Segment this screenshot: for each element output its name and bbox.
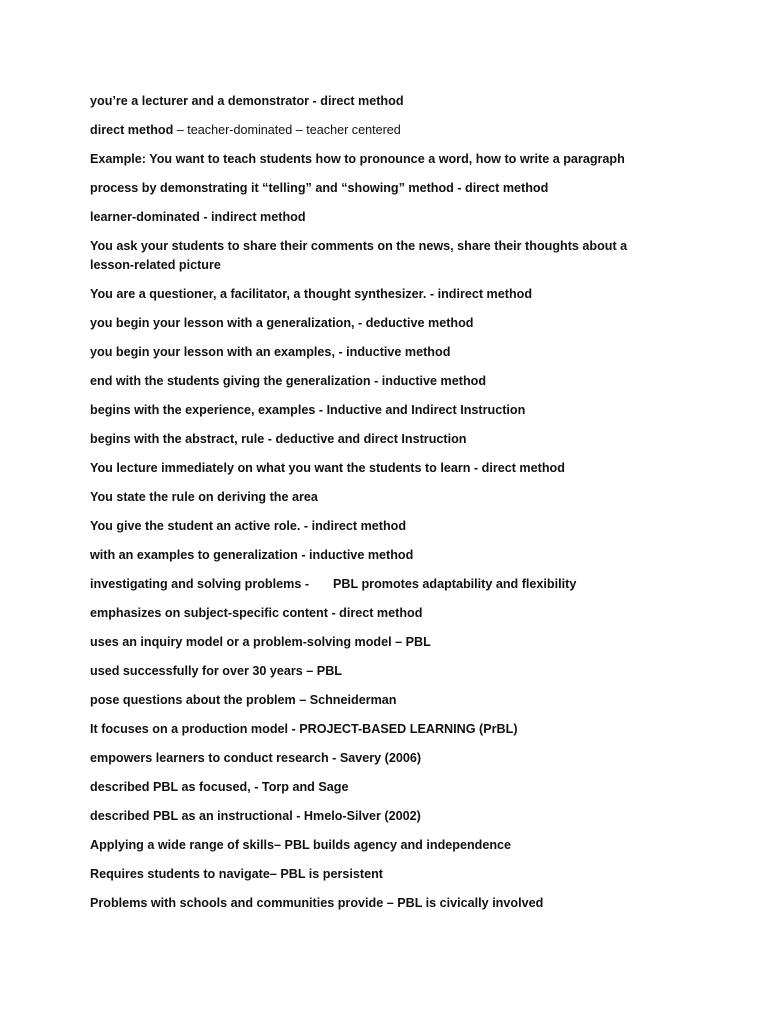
note-line-7: You are a questioner, a facilitator, a thought synthesizer. - indirect method xyxy=(90,287,533,301)
note-line-12: begins with the abstract, rule - deductive and direct Instruction xyxy=(90,432,467,446)
note-line-26: Applying a wide range of skills– PBL builds agency and independence xyxy=(90,838,512,852)
note-line-23: empowers learners to conduct research - Savery (2006) xyxy=(90,751,422,765)
note-line-13: You lecture immediately on what you want the students to learn - direct method xyxy=(90,461,565,475)
note-line-18: emphasizes on subject-specific content - direct method xyxy=(90,606,423,620)
note-line-11: begins with the experience, examples - Inductive and Indirect Instruction xyxy=(90,403,526,417)
note-line-6: You ask your students to share their comments on the news, share their thoughts about a lesson-related picture xyxy=(90,239,628,272)
note-line-25: described PBL as an instructional - Hmelo-Silver (2002) xyxy=(90,809,421,823)
note-line-27: Requires students to navigate– PBL is persistent xyxy=(90,867,384,881)
note-line-19: uses an inquiry model or a problem-solving model – PBL xyxy=(90,635,431,649)
note-line-10: end with the students giving the generalization - inductive method xyxy=(90,374,487,388)
note-line-22: It focuses on a production model - PROJECT-BASED LEARNING (PrBL) xyxy=(90,722,518,736)
note-line-20: used successfully for over 30 years – PBL xyxy=(90,664,342,678)
note-line-8: you begin your lesson with a generalization, - deductive method xyxy=(90,316,474,330)
note-line-9: you begin your lesson with an examples, - inductive method xyxy=(90,345,451,359)
note-line-5: learner-dominated - indirect method xyxy=(90,210,306,224)
note-line-14: You state the rule on deriving the area xyxy=(90,490,318,504)
note-line-2 xyxy=(90,121,668,140)
note-line-1: you’re a lecturer and a demonstrator - direct method xyxy=(90,94,404,108)
note-line-2-term: direct method xyxy=(90,123,174,137)
note-line-15: You give the student an active role. - indirect method xyxy=(90,519,407,533)
note-line-4: process by demonstrating it “telling” and “showing” method - direct method xyxy=(90,181,549,195)
note-line-24: described PBL as focused, - Torp and Sage xyxy=(90,780,349,794)
note-line-17-answer: PBL promotes adaptability and flexibility xyxy=(333,577,577,591)
note-line-17-term: investigating and solving problems - xyxy=(90,577,310,591)
note-line-21: pose questions about the problem – Schneiderman xyxy=(90,693,397,707)
note-line-16: with an examples to generalization - inductive method xyxy=(90,548,414,562)
note-line-3: Example: You want to teach students how to pronounce a word, how to write a paragraph xyxy=(90,152,625,166)
note-line-17 xyxy=(90,575,668,594)
note-line-2-definition: – teacher-dominated – teacher centered xyxy=(173,123,401,137)
note-line-28: Problems with schools and communities provide – PBL is civically involved xyxy=(90,896,544,910)
